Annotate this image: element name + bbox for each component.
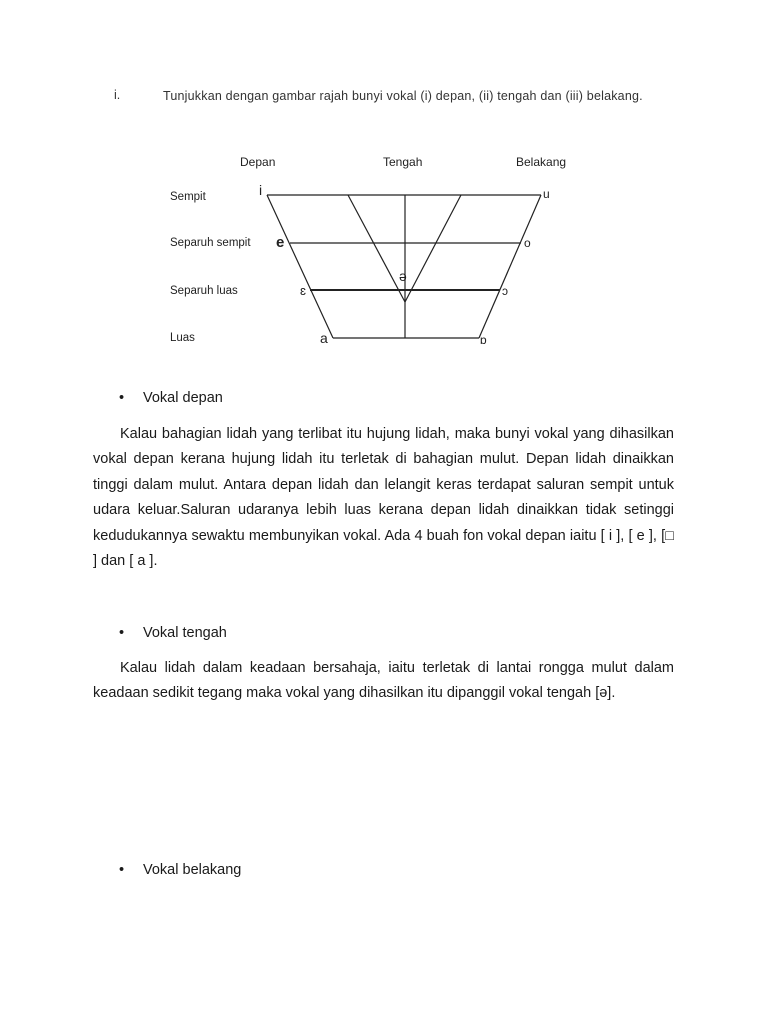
- bullet-icon: •: [119, 625, 125, 641]
- vowel-front-close-mid: e: [276, 234, 285, 251]
- section-heading-text: Vokal tengah: [143, 625, 227, 641]
- row-label-open: Luas: [170, 332, 195, 344]
- column-label-front: Depan: [240, 155, 276, 169]
- vowel-front-open: a: [320, 330, 328, 346]
- paragraph-text: Kalau lidah dalam keadaan bersahaja, iaitu terletak di lantai rongga mulut dalam keadaan sedikit tegang maka vokal yang dihasilkan itu dipanggil vokal tengah [ə].: [93, 660, 674, 702]
- vowel-front-open-mid: ɛ: [300, 283, 306, 298]
- vowel-central-mid: ə: [399, 268, 407, 284]
- back-edge: [479, 195, 541, 338]
- vowel-back-open-mid: ɔ: [502, 284, 508, 298]
- paragraph-text: Kalau bahagian lidah yang terlibat itu hujung lidah, maka bunyi vokal yang dihasilkan vokal depan kerana hujung lidah itu terletak di bahagian mulut. Depan lidah dinaikkan tinggi dalam mulut. Antara depan lidah dan lelangit keras terdapat saluran sempit untuk udara keluar.Saluran udaranya lebih luas kerana depan lidah dinaikkan tidak setinggi kedudukannya sewaktu membunyikan vokal. Ada 4 buah fon vokal depan iaitu [ i ], [ e ], [□ ] dan [ a ].: [93, 426, 674, 570]
- question-text: Tunjukkan dengan gambar rajah bunyi vokal (i) depan, (ii) tengah dan (iii) belakang.: [163, 89, 643, 103]
- section-heading-text: Vokal belakang: [143, 862, 242, 878]
- row-label-close: Sempit: [170, 191, 206, 203]
- vowel-chart-lines: [267, 195, 541, 338]
- section-heading-text: Vokal depan: [143, 390, 223, 406]
- column-label-back: Belakang: [516, 155, 567, 169]
- row-label-open-mid: Separuh luas: [170, 285, 238, 297]
- central-v-right: [405, 195, 461, 302]
- question-number: i.: [114, 88, 121, 102]
- section-paragraph-front: [93, 422, 674, 574]
- row-label-close-mid: Separuh sempit: [170, 237, 251, 249]
- vowel-front-close: i: [259, 182, 263, 198]
- section-heading-central: [119, 625, 227, 641]
- front-edge: [267, 195, 333, 338]
- bullet-icon: •: [119, 390, 125, 406]
- section-heading-front: [119, 390, 223, 406]
- column-label-central: Tengah: [383, 155, 423, 169]
- vowel-back-open: ɒ: [480, 333, 487, 347]
- section-paragraph-central: [93, 656, 674, 707]
- vowel-back-close-mid: o: [524, 236, 531, 250]
- central-v-left: [348, 195, 405, 302]
- bullet-icon: •: [119, 862, 125, 878]
- vowel-back-close: u: [543, 187, 550, 201]
- vowel-chart-diagram: [150, 150, 590, 360]
- section-heading-back: [119, 862, 241, 878]
